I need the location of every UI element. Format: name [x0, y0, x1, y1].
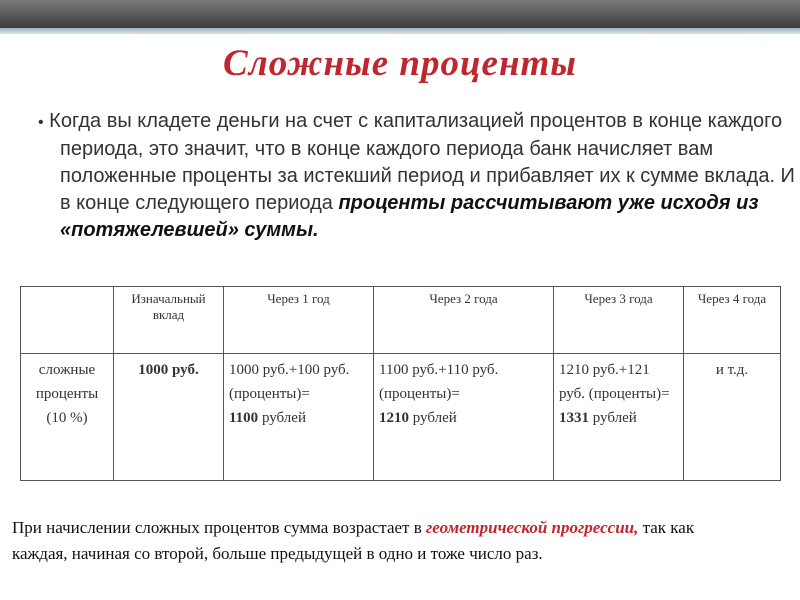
table-header-year3: Через 3 года [554, 287, 684, 354]
cell-year2-total: 1210 [379, 410, 409, 426]
intro-emphasis: проценты рассчитывают уже исходя из «потяжелевшей» суммы. [60, 192, 759, 241]
top-bar-accent [0, 28, 800, 34]
bullet-icon: • [38, 114, 44, 131]
cell-year1 [224, 354, 374, 481]
row-label [21, 354, 114, 481]
table-header-row [21, 287, 781, 354]
cell-year2-unit: рублей [409, 410, 457, 426]
compound-interest-table [20, 286, 781, 481]
row-label-line1: сложные [38, 362, 96, 378]
cell-year3-total: 1331 [559, 410, 589, 426]
intro-text: Когда вы кладете деньги на счет с капитализацией процентов в конце каждого периода, это значит, что в конце каждого периода банк начисляет вам положенные проценты за истекший период и прибавляет их к сумме вклада. И в конце следующего периода [49, 110, 795, 214]
intro-paragraph [30, 108, 800, 244]
table-header-corner [21, 287, 114, 354]
table-header-year4: Через 4 года [684, 287, 781, 354]
cell-year4: и т.д. [684, 354, 781, 481]
cell-year1-total: 1100 [229, 410, 259, 426]
cell-year1-formula: 1000 руб.+100 руб.(проценты)= [229, 362, 350, 402]
row-label-line2: проценты [35, 386, 99, 402]
cell-year2 [374, 354, 554, 481]
table-header-year1: Через 1 год [224, 287, 374, 354]
cell-year3-formula: 1210 руб.+121 руб. (проценты)= [559, 362, 670, 402]
table-header-initial: Изначальный вклад [114, 287, 224, 354]
cell-year3 [554, 354, 684, 481]
cell-year3-unit: рублей [589, 410, 637, 426]
footer-text-2: так как каждая, начиная со второй, больше предыдущей в одно и тоже число раз. [12, 518, 695, 563]
cell-initial: 1000 руб. [114, 354, 224, 481]
slide-title: Сложные проценты [223, 43, 577, 84]
row-label-line3: (10 %) [46, 410, 88, 426]
table-header-year2: Через 2 года [374, 287, 554, 354]
footer-geometric: геометрической прогрессии, [426, 518, 639, 537]
top-bar [0, 0, 800, 28]
table-row [21, 354, 781, 481]
cell-year1-unit: рублей [258, 410, 306, 426]
footer-paragraph [12, 515, 752, 567]
cell-year2-formula: 1100 руб.+110 руб. (проценты)= [379, 362, 499, 402]
footer-text-1: При начислении сложных процентов сумма возрастает в [12, 518, 426, 537]
